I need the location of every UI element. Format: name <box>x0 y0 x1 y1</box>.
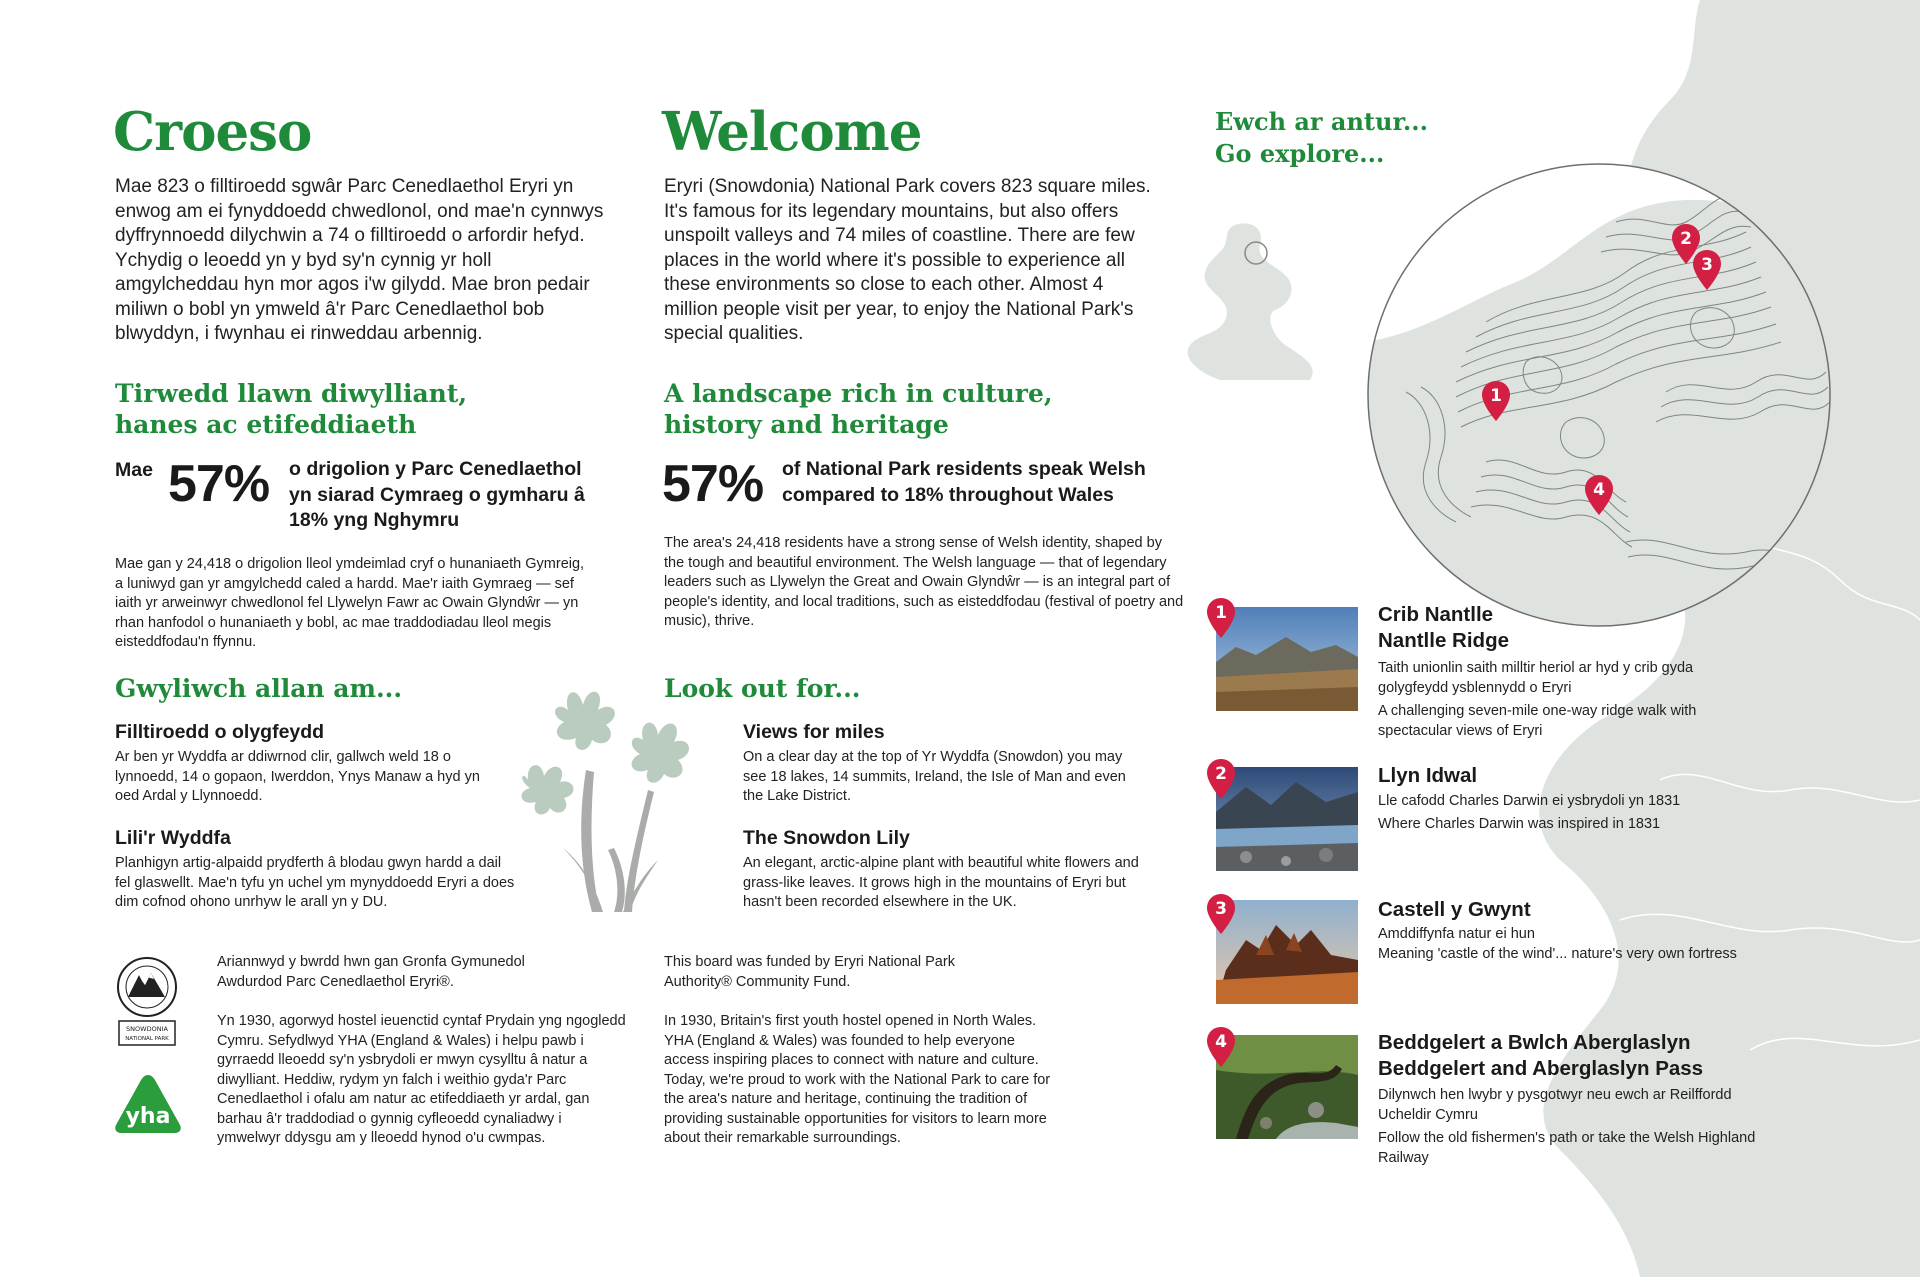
welsh-lily-title: Lili'r Wyddfa <box>115 827 231 849</box>
map-pin-3-label: 3 <box>1701 255 1713 275</box>
map-pin-2-label: 2 <box>1680 229 1692 249</box>
english-lily-title: The Snowdon Lily <box>743 827 910 849</box>
welsh-yha-text: Yn 1930, agorwyd hostel ieuenctid cyntaf Prydain yng ngogledd Cymru. Sefydlwyd YHA (England & Wales) i helpu pawb i gyrraedd lleoedd sy'n ysbrydoli er mwyn cysylltu â natur a diwylliant. Heddiw, rydym yn falch i weithio gyda'r Parc Cenedlaethol i ofalu am natur ac etifeddiaeth yr ardal, gan barhau â'r traddodiad o gynnig cyfleoedd cynaliadwy i ymwelwyr ddysgu am y lleoedd hynod o'u cwmpas. <box>217 1013 626 1146</box>
location-1-text-welsh: Taith unionlin saith milltir heriol ar hyd y crib gyda golygfeydd ysblennydd o Eryri <box>1378 660 1694 696</box>
explore-heading <box>1215 106 1428 170</box>
english-culture-heading-line1: A landscape rich in culture, <box>664 379 1053 408</box>
welsh-culture-heading <box>115 378 535 440</box>
english-yha-text: In 1930, Britain's first youth hostel opened in North Wales. YHA (England & Wales) was founded to help everyone access inspiring places to connect with nature and culture. Today, we're proud to work with the National Park to care for the area's nature and heritage, continuing the tradition of providing sustainable opportunities for visitors to learn more about their remarkable surroundings. <box>664 1013 1051 1146</box>
location-1-title-welsh: Crib Nantlle <box>1378 603 1494 626</box>
english-lookout-heading: Look out for... <box>664 674 861 703</box>
english-stat-text: of National Park residents speak Welsh compared to 18% throughout Wales <box>782 458 1146 506</box>
location-4-title-welsh: Beddgelert a Bwlch Aberglaslyn <box>1378 1031 1691 1054</box>
location-3-pin-label: 3 <box>1215 899 1227 919</box>
location-2-pin-label: 2 <box>1215 764 1227 784</box>
snowdonia-logo-text-2: NATIONAL PARK <box>125 1036 169 1042</box>
english-culture-heading <box>664 378 1084 440</box>
location-1-photo[interactable] <box>1216 607 1358 711</box>
location-4-text-welsh: Dilynwch hen lwybr y pysgotwyr neu ewch ar Reilffordd Ucheldir Cymru <box>1378 1087 1732 1123</box>
english-lily-text: An elegant, arctic-alpine plant with beautiful white flowers and grass-like leaves. It grows high in the mountains of Eryri but hasn't been recorded elsewhere in the UK. <box>743 855 1139 910</box>
welsh-intro: Mae 823 o filltiroedd sgwâr Parc Cenedlaethol Eryri yn enwog am ei fynyddoedd chwedlonol, ond mae'n cynnwys dyffrynnoedd dilychwin a 74 o filltiroedd o arfordir hefyd. Ychydig o leoedd yn y byd sy'n cynnig yr holl amgylcheddau hyn mor agos i'w gilydd. Mae bron pedair miliwn o bobl yn ymweld â'r Parc Cenedlaethol bob blwyddyn, i fwynhau ei rinweddau arbennig. <box>115 176 604 344</box>
explore-heading-english: Go explore... <box>1215 139 1385 168</box>
english-stat-percent: 57% <box>662 455 764 513</box>
location-3-photo[interactable] <box>1216 900 1358 1004</box>
snowdon-lily-illustration <box>508 680 708 915</box>
welsh-views-title: Filltiroedd o olygfeydd <box>115 721 325 743</box>
welsh-lookout-heading: Gwyliwch allan am... <box>115 674 403 703</box>
welsh-lily-text: Planhigyn artig-alpaidd prydferth â blodau gwyn hardd a dail fel glaswellt. Mae'n tyfu yn uchel ym mynyddoedd Eryri a does dim cofnod ohono unrhyw le arall yn y DU. <box>115 855 515 910</box>
welsh-stat-text: o drigolion y Parc Cenedlaethol yn siarad Cymraeg o gymharu â 18% yng Nghymru <box>289 458 585 531</box>
snowdonia-national-park-logo <box>113 955 181 1047</box>
english-culture-text: The area's 24,418 residents have a strong sense of Welsh identity, shaped by the tough and beautiful environment. The Welsh language — that of legendary leaders such as Llywelyn the Great and Owain Glyndŵr — is an integral part of people's identity, and local traditions, such as eisteddfodau (festival of poetry and music), thrive. <box>664 535 1184 629</box>
location-4-title <box>1378 1030 1703 1082</box>
wales-locator-map <box>1180 215 1330 385</box>
welsh-culture-heading-line2: hanes ac etifeddiaeth <box>115 410 417 439</box>
location-3-text-welsh: Amddiffynfa natur ei hun <box>1378 926 1535 942</box>
english-intro: Eryri (Snowdonia) National Park covers 823 square miles. It's famous for its legendary mountains, but also offers unspoilt valleys and 74 miles of coastline. There are few places in the world where it's possible to experience all these environments so close to each other. Almost 4 million people visit per year, to enjoy the National Park's special qualities. <box>664 176 1151 344</box>
snowdonia-logo-text-1: SNOWDONIA <box>126 1025 168 1033</box>
location-1-title <box>1378 602 1509 654</box>
location-2-title: Llyn Idwal <box>1378 764 1478 787</box>
location-4-photo[interactable] <box>1216 1035 1358 1139</box>
topographic-circle-map <box>1366 162 1832 628</box>
yha-logo <box>113 1073 183 1135</box>
location-3-title: Castell y Gwynt <box>1378 898 1531 921</box>
map-pin-1-label: 1 <box>1490 386 1502 406</box>
english-views-text: On a clear day at the top of Yr Wyddfa (Snowdon) you may see 18 lakes, 14 summits, Ireland, the Isle of Man and even the Lake District. <box>743 749 1126 804</box>
welsh-fund-text: Ariannwyd y bwrdd hwn gan Gronfa Gymunedol Awdurdod Parc Cenedlaethol Eryri®. <box>217 954 525 990</box>
english-views-title: Views for miles <box>743 721 885 743</box>
welsh-views-text: Ar ben yr Wyddfa ar ddiwrnod clir, gallwch weld 18 o lynnoedd, 14 o gopaon, Iwerddon, Ynys Manaw a hyd yn oed Ardal y Llynnoedd. <box>115 749 480 804</box>
location-1-text-english: A challenging seven-mile one-way ridge walk with spectacular views of Eryri <box>1378 703 1697 739</box>
location-3-text-english: Meaning 'castle of the wind'... nature's very own fortress <box>1378 946 1737 962</box>
welsh-culture-heading-line1: Tirwedd llawn diwylliant, <box>115 379 468 408</box>
yha-logo-text: yha <box>125 1104 171 1129</box>
english-culture-heading-line2: history and heritage <box>664 410 949 439</box>
english-fund-text: This board was funded by Eryri National Park Authority® Community Fund. <box>664 954 955 990</box>
welsh-stat-percent: 57% <box>168 455 270 513</box>
location-2-photo[interactable] <box>1216 767 1358 871</box>
location-4-title-english: Beddgelert and Aberglaslyn Pass <box>1378 1057 1704 1080</box>
location-4-text-english: Follow the old fishermen's path or take the Welsh Highland Railway <box>1378 1130 1756 1166</box>
location-4-pin-label: 4 <box>1215 1032 1227 1052</box>
english-title: Welcome <box>662 101 922 163</box>
location-1-title-english: Nantlle Ridge <box>1378 629 1509 652</box>
welsh-title: Croeso <box>113 101 312 163</box>
explore-heading-welsh: Ewch ar antur... <box>1215 107 1428 136</box>
location-2-text-english: Where Charles Darwin was inspired in 1831 <box>1378 816 1661 832</box>
map-pin-4-label: 4 <box>1593 480 1605 500</box>
location-1-pin-label: 1 <box>1215 603 1227 623</box>
welsh-stat-prefix: Mae <box>115 459 153 481</box>
welsh-culture-text: Mae gan y 24,418 o drigolion lleol ymdeimlad cryf o hunaniaeth Gymreig, a luniwyd gan yr amgylchedd caled a hardd. Mae'r iaith Gymraeg — sef iaith yr arweinwyr chwedlonol fel Llywelyn Fawr ac Owain Glyndŵr — yn rhan hanfodol o hunaniaeth y bobl, ac mae traddodiadau lleol megis eisteddfodau'n ffynnu. <box>115 556 585 650</box>
location-2-text-welsh: Lle cafodd Charles Darwin ei ysbrydoli yn 1831 <box>1378 793 1681 809</box>
